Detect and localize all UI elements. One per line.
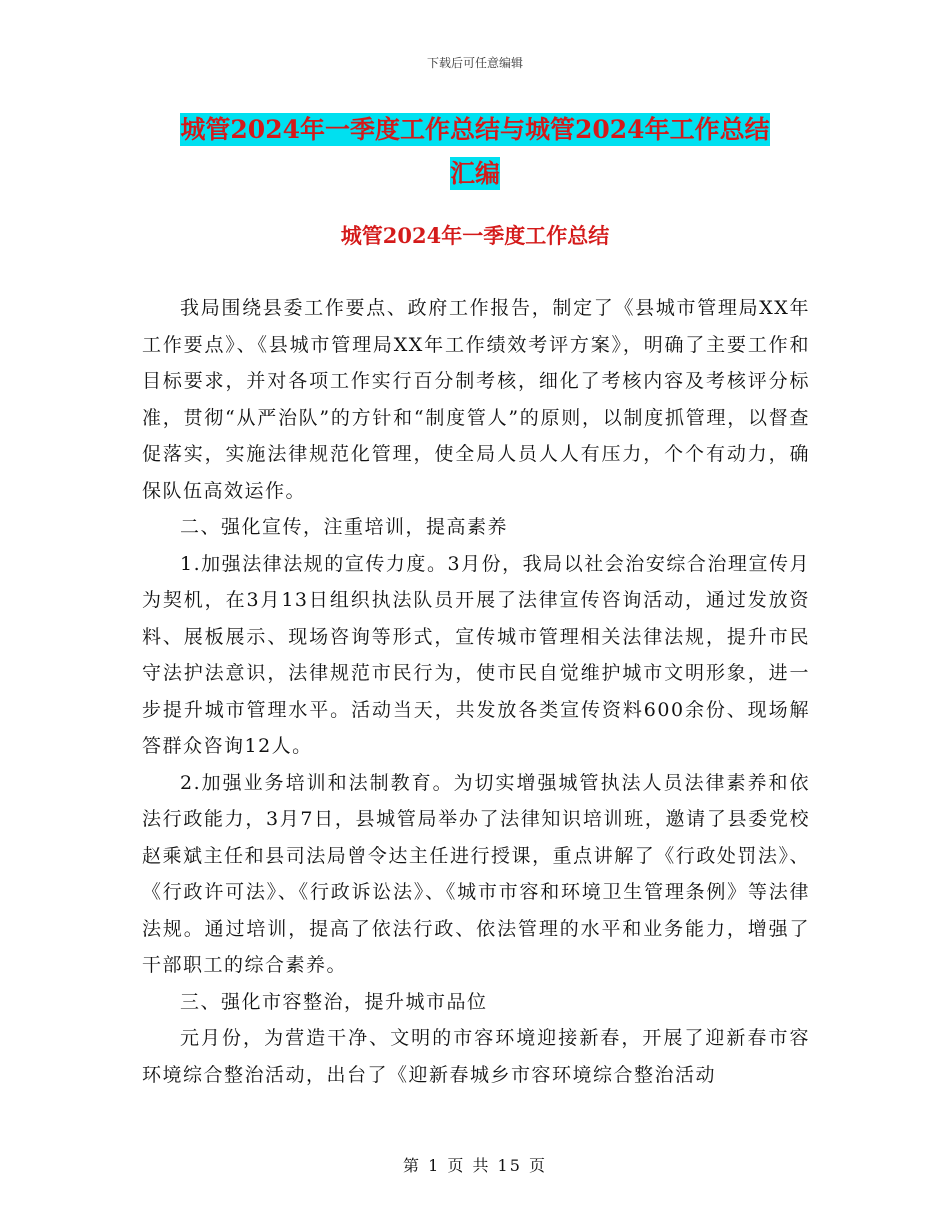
body-text (142, 290, 810, 1093)
paragraph: 2.加强业务培训和法制教育。为切实增强城管执法人员法律素养和依法行政能力，3月7日，县城管局举办了法律知识培训班，邀请了县委党校赵乘斌主任和县司法局曾令达主任进行授课，重点讲解了《行政处罚法》、《行政许可法》、《行政诉讼法》、《城市市容和环境卫生管理条例》等法律法规。通过培训，提高了依法行政、依法管理的水平和业务能力，增强了干部职工的综合素养。 (142, 771, 810, 976)
document-title (140, 108, 810, 196)
page-footer: 第 1 页 共 15 页 (403, 1156, 547, 1175)
paragraph: 二、强化宣传，注重培训，提高素养 (180, 516, 509, 538)
paragraph: 1.加强法律法规的宣传力度。3月份，我局以社会治安综合治理宣传月为契机，在3月13日组织执法队员开展了法律宣传咨询活动，通过发放资料、展板展示、现场咨询等形式，宣传城市管理相关法律法规，提升市民守法护法意识，法律规范市民行为，使市民自觉维护城市文明形象，进一步提升城市管理水平。活动当天，共发放各类宣传资料600余份、现场解答群众咨询12人。 (142, 552, 810, 757)
paragraph: 我局围绕县委工作要点、政府工作报告，制定了《县城市管理局XX年工作要点》、《县城市管理局XX年工作绩效考评方案》，明确了主要工作和目标要求，并对各项工作实行百分制考核，细化了考核内容及考核评分标准，贯彻“从严治队”的方针和“制度管人”的原则，以制度抓管理，以督查促落实，实施法律规范化管理，使全局人员人人有压力，个个有动力，确保队伍高效运作。 (142, 297, 810, 502)
header-note: 下载后可任意编辑 (426, 56, 523, 70)
paragraph: 三、强化市容整治，提升城市品位 (180, 990, 488, 1013)
paragraph: 元月份，为营造干净、文明的市容环境迎接新春，开展了迎新春市容环境综合整治活动，出台了《迎新春城乡市容环境综合整治活动 (142, 1027, 810, 1086)
title-line-2: 汇编 (449, 159, 500, 188)
section-title: 城管2024年一季度工作总结 (340, 223, 610, 248)
title-line-1: 城管2024年一季度工作总结与城管2024年工作总结 (180, 115, 770, 144)
